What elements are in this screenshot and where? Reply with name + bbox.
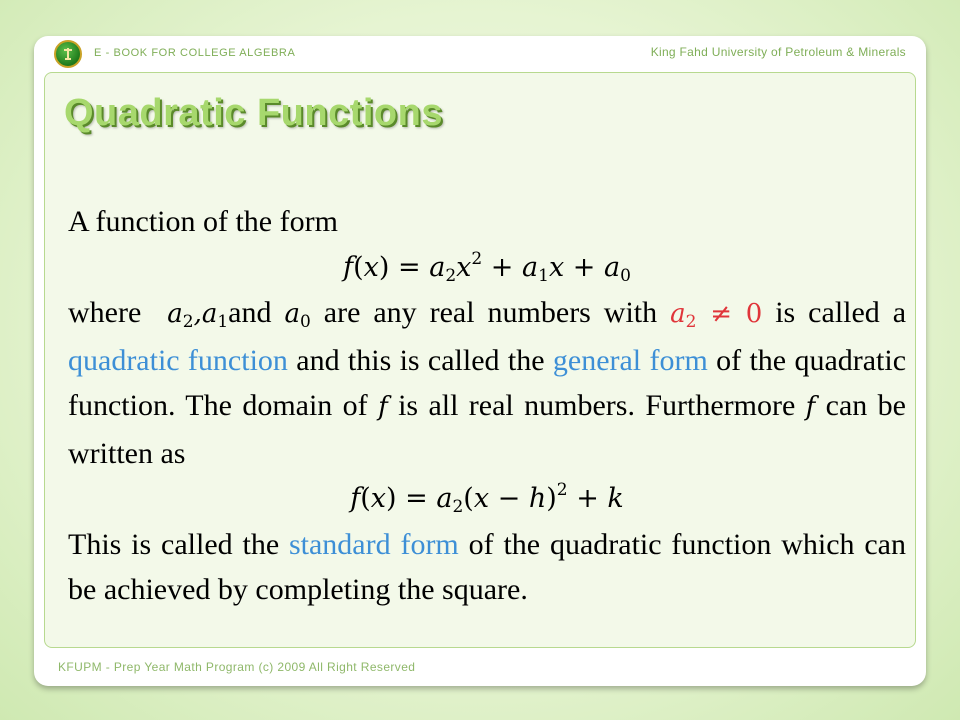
general-tail: of the quadratic function. The domain of [68, 343, 907, 422]
coef-a1: $a_1$ [201, 299, 229, 332]
definition-paragraph [68, 290, 906, 476]
standard-form-formula: $f(x) = a_2(x - h)^2 + k$ [350, 480, 624, 517]
f-symbol: f [378, 392, 388, 422]
term-quadratic-function: quadratic function [68, 343, 288, 377]
standard-paragraph [68, 522, 906, 613]
domain-text: is all real numbers. Furthermore [398, 389, 796, 422]
footer-text: KFUPM - Prep Year Math Program (c) 2009 All Right Reserved [58, 660, 416, 674]
general-form-formula: $f(x) = a_2x^2 + a_1x + a_0$ [343, 248, 631, 286]
term-general-form: general form [552, 343, 708, 377]
standard-tail: of the quadratic function which can be achieved by completing the square. [68, 527, 906, 606]
book-title: E - BOOK FOR COLLEGE ALGEBRA [94, 47, 296, 59]
where-word: where [68, 296, 142, 329]
and-word: and [228, 296, 272, 329]
this-called-text: and this is called the [296, 343, 545, 377]
slide-frame [34, 36, 926, 686]
page-title: Quadratic Functions [64, 92, 443, 134]
called-text: is called a [775, 296, 907, 329]
term-standard-form: standard form [288, 527, 459, 561]
coef-a0: $a_0$ [284, 299, 311, 332]
header-bar [34, 36, 926, 72]
university-emblem-icon [54, 40, 82, 68]
body-text [68, 199, 906, 613]
written-text: can be written as [68, 389, 906, 470]
this-called-text-2: This is called the [68, 527, 280, 561]
f-symbol-2: f [805, 392, 816, 422]
university-name: King Fahd University of Petroleum & Minerals [650, 45, 906, 59]
coef-a2: $a_2$, [167, 299, 202, 332]
are-text: are any real numbers with [323, 296, 658, 329]
nonzero-condition: $a_2 \ne 0$ [670, 299, 763, 332]
intro-line: A function of the form [68, 205, 338, 238]
